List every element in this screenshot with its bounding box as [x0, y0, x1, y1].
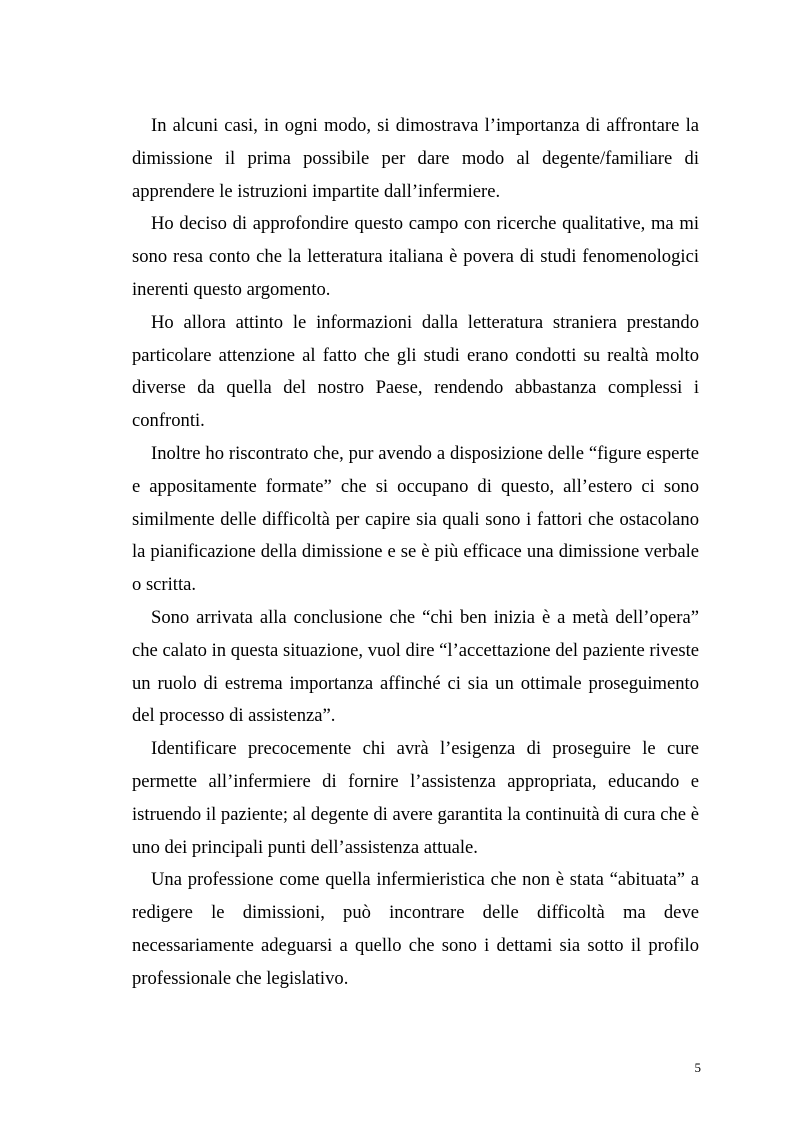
paragraph-1: In alcuni casi, in ogni modo, si dimostrava l’importanza di affrontare la dimissione il prima possibile per dare modo al degente/familiare di apprendere le istruzioni impartite dall’infermiere.	[132, 115, 699, 202]
paragraph-7: Una professione come quella infermieristica che non è stata “abituata” a redigere le dimissioni, può incontrare delle difficoltà ma deve necessariamente adeguarsi a quello che sono i dettami sia sotto il profilo professionale che legislativo.	[132, 869, 699, 989]
paragraph-3: Ho allora attinto le informazioni dalla letteratura straniera prestando particolare attenzione al fatto che gli studi erano condotti su realtà molto diverse da quella del nostro Paese, rendendo abbastanza complessi i confronti.	[132, 311, 699, 432]
page-number: 5	[694, 1060, 701, 1075]
paragraph-2: Ho deciso di approfondire questo campo con ricerche qualitative, ma mi sono resa conto che la letteratura italiana è povera di studi fenomenologici inerenti questo argomento.	[132, 213, 699, 300]
body-text	[132, 110, 699, 996]
paragraph-5: Sono arrivata alla conclusione che “chi ben inizia è a metà dell’opera” che calato in questa situazione, vuol dire “l’accettazione del paziente riveste un ruolo di estrema importanza affinché ci sia un ottimale proseguimento del processo di assistenza”.	[132, 606, 699, 727]
paragraph-4: Inoltre ho riscontrato che, pur avendo a disposizione delle “figure esperte e appositamente formate” che si occupano di questo, all’estero ci sono similmente delle difficoltà per capire sia quali sono i fattori che ostacolano la pianificazione della dimissione e se è più efficace una dimissione verbale o scritta.	[132, 442, 699, 596]
paragraph-6: Identificare precocemente chi avrà l’esigenza di proseguire le cure permette all’infermiere di fornire l’assistenza appropriata, educando e istruendo il paziente; al degente di avere garantita la continuità di cura che è uno dei principali punti dell’assistenza attuale.	[132, 738, 699, 858]
